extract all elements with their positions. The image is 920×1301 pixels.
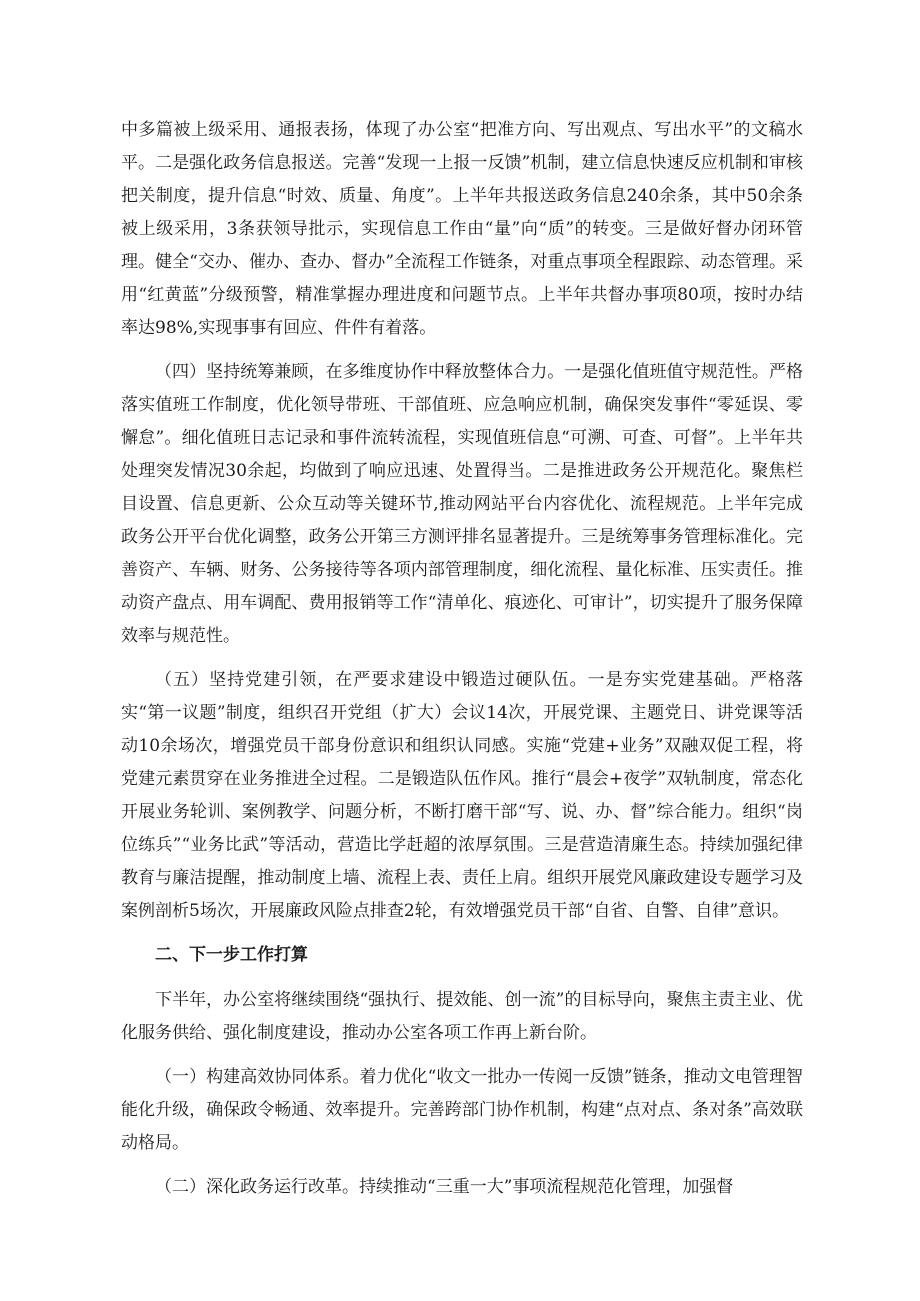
- paragraph-plan-2: （二）深化政务运行改革。持续推动“三重一大”事项流程规范化管理，加强督: [155, 1177, 734, 1197]
- section-heading: 二、下一步工作打算: [155, 945, 308, 965]
- paragraph-continued: 中多篇被上级采用、通报表扬，体现了办公室“把准方向、写出观点、写出水平”的文稿水平。二是强化政务信息报送。完善“发现一上报一反馈”机制，建立信息快速反应机制和审核把关制度，提升信息“时效、质量、角度”。上半年共报送政务信息240余条，其中50余条被上级采用，3条获领导批示，实现信息工作由“量”向“质”的转变。三是做好督办闭环管理。健全“交办、催办、查办、督办”全流程工作链条，对重点事项全程跟踪、动态管理。采用“红黄蓝”分级预警，精准掌握办理进度和问题节点。上半年共督办事项80项，按时办结率达98%,实现事事有回应、件件有着落。: [121, 120, 803, 338]
- paragraph-intro: 下半年，办公室将继续围绕“强执行、提效能、创一流”的目标导向，聚焦主责主业、优化服务供给、强化制度建设，推动办公室各项工作再上新台阶。: [121, 990, 803, 1043]
- paragraph-item-4: （四）坚持统筹兼顾，在多维度协作中释放整体合力。一是强化值班值守规范性。严格落实值班工作制度，优化领导带班、干部值班、应急响应机制，确保突发事件“零延误、零懈怠”。细化值班日志记录和事件流转流程，实现值班信息“可溯、可查、可督”。上半年共处理突发情况30余起，均做到了响应迅速、处置得当。二是推进政务公开规范化。聚焦栏目设置、信息更新、公众互动等关键环节,推动网站平台内容优化、流程规范。上半年完成政务公开平台优化调整，政务公开第三方测评排名显著提升。三是统筹事务管理标准化。完善资产、车辆、财务、公务接待等各项内部管理制度，细化流程、量化标准、压实责任。推动资产盘点、用车调配、费用报销等工作“清单化、痕迹化、可审计”，切实提升了服务保障效率与规范性。: [121, 362, 803, 646]
- paragraph-plan-1: （一）构建高效协同体系。着力优化“收文一批办一传阅一反馈”链条，推动文电管理智能化升级，确保政令畅通、效率提升。完善跨部门协作机制，构建“点对点、条对条”高效联动格局。: [121, 1067, 803, 1153]
- paragraph-item-5: （五）坚持党建引领，在严要求建设中锻造过硬队伍。一是夯实党建基础。严格落实“第一议题”制度，组织召开党组（扩大）会议14次，开展党课、主题党日、讲党课等活动10余场次，增强党员干部身份意识和组织认同感。实施“党建+业务”双融双促工程，将党建元素贯穿在业务推进全过程。二是锻造队伍作风。推行“晨会+夜学”双轨制度，常态化开展业务轮训、案例教学、问题分析，不断打磨干部“写、说、办、督”综合能力。组织“岗位练兵”“业务比武”等活动，营造比学赶超的浓厚氛围。三是营造清廉生态。持续加强纪律教育与廉洁提醒，推动制度上墙、流程上表、责任上肩。组织开展党风廉政建设专题学习及案例剖析5场次，开展廉政风险点排查2轮，有效增强党员干部“自省、自警、自律”意识。: [121, 670, 803, 921]
- document-body: [121, 114, 803, 1215]
